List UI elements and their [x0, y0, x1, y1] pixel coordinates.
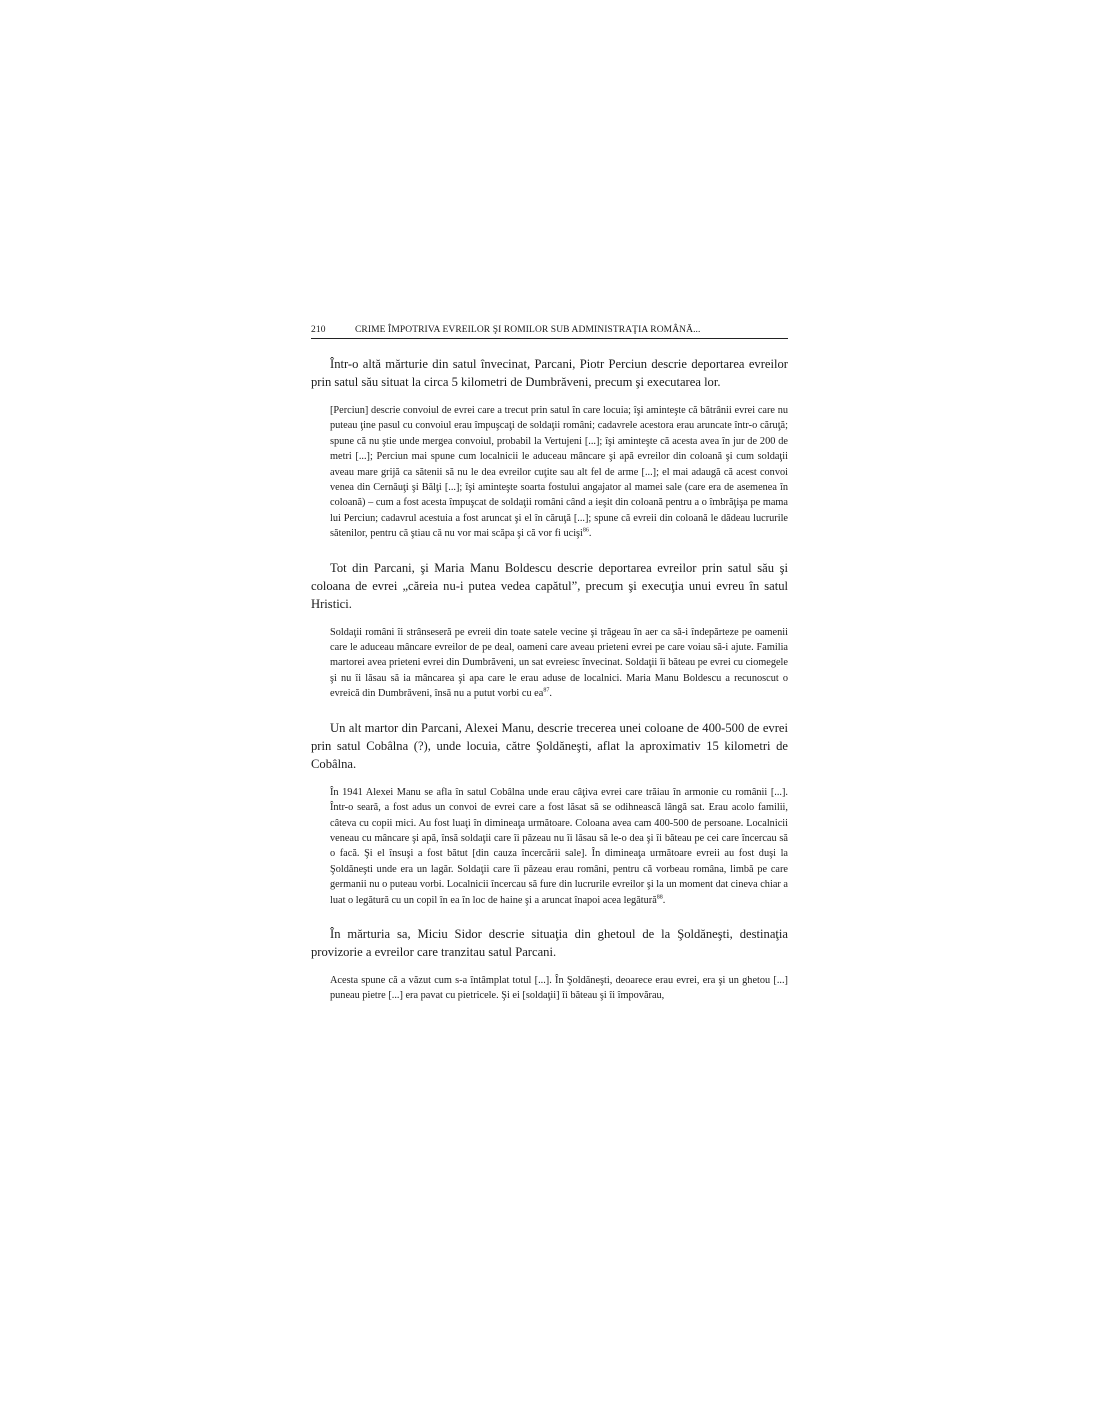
body-paragraph — [311, 355, 788, 391]
page-number: 210 — [311, 325, 326, 335]
document-page — [311, 325, 788, 1004]
block-quote: În 1941 Alexei Manu se afla în satul Cobâlna unde erau câţiva evrei care trăiau în armonie cu românii [...]. Într-o seară, a fost adus un convoi de evrei care a fost lăsat să se odihnească lângă sat. Erau acolo familii, câteva cu copii mici. Au fost luaţi în dimineaţa următoare. Coloana avea cam 400-500 de persoane. Localnicii veneau cu mâncare şi apă, însă soldaţii care îi păzeau nu îi lăsau să le-o dea şi îi băteau pe cei care încercau să o facă. Şi el însuşi a fost bătut [din cauza încercării sale]. În dimineaţa următoare evreii au fost duşi la Şoldăneşti unde era un lagăr. Soldaţii care îi păzeau erau români, pentru că vorbeau româna, limbă pe care germanii nu o puteau vorbi. Localnicii încercau să fure din lucrurile evreilor şi la un moment dat cineva chiar a luat o legătură cu un copil în ea în loc de haine şi a aruncat înapoi acea legătură$^{88}$. — [330, 786, 788, 906]
paragraph-text: În mărturia sa, Miciu Sidor descrie situaţia din ghetoul de la Şoldăneşti, destinaţia provizorie a evreilor care tranzitau satul Parcani. — [311, 926, 788, 959]
paragraph-text: Un alt martor din Parcani, Alexei Manu, descrie trecerea unei coloane de 400-500 de evrei prin satul Cobâlna (?), unde locuia, către Şoldăneşti, aflat la aproximativ 15 kilometri de Cobâlna. — [311, 720, 788, 771]
block-quote — [330, 973, 788, 1004]
quote-text: [Perciun] descrie convoiul de evrei care a trecut prin satul în care locuia; îşi aminteşte că bătrânii evrei care nu puteau ţine pasul cu convoiul erau împuşcaţi de soldaţii români; cadavrele acestora erau aruncate într-o căruţă; spune că nu ştie unde mergea convoiul, probabil la Vertujeni [...]; îşi aminteşte că acesta avea în jur de 200 de metri [...]; Perciun mai spune cum localnicii le aduceau mâncare şi apă evreilor din coloană şi cum soldaţii aveau mare grijă ca sătenii să nu le dea evreilor cuţite sau alt fel de arme [...]; el mai adaugă că acest convoi venea din Cernăuţi şi Bălţi [...]; îşi aminteşte soarta fostului angajator al mamei sale (care era de asemenea în coloană) – cum a fost acesta împuşcat de soldaţii români când a ieşit din coloană pentru a o îmbrăţişa pe mama lui Perciun; cadavrul acestuia a fost aruncat şi el în căruţă [...]; spune că evreii din coloană le dădeau lucrurile sătenilor, pentru că ştiau că nu vor mai scăpa şi că vor fi ucişi — [330, 405, 788, 540]
block-quote: [Perciun] descrie convoiul de evrei care a trecut prin satul în care locuia; îşi aminteşte că bătrânii evrei care nu puteau ţine pasul cu convoiul erau împuşcaţi de soldaţii români; cadavrele acestora erau aruncate într-o căruţă; spune că nu ştie unde mergea convoiul, probabil la Vertujeni [...]; îşi aminteşte că acesta avea în jur de 200 de metri [...]; Perciun mai spune cum localnicii le aduceau mâncare şi apă evreilor din coloană şi cum soldaţii aveau mare grijă ca sătenii să nu le dea evreilor cuţite sau alt fel de arme [...]; el mai adaugă că acest convoi venea din Cernăuţi şi Bălţi [...]; îşi aminteşte soarta fostului angajator al mamei sale (care era de asemenea în coloană) – cum a fost acesta împuşcat de soldaţii români când a ieşit din coloană pentru a o îmbrăţişa pe mama lui Perciun; cadavrul acestuia a fost aruncat şi el în căruţă [...]; spune că evreii din coloană le dădeau lucrurile sătenilor, pentru că ştiau că nu vor mai scăpa şi că vor fi ucişi$^{86}$. — [330, 405, 788, 540]
body-paragraph — [311, 719, 788, 773]
paragraph-text: Într-o altă mărturie din satul învecinat, Parcani, Piotr Perciun descrie deportarea evreilor prin satul său situat la circa 5 kilometri de Dumbrăveni, precum şi executarea lor. — [311, 357, 788, 389]
quote-text: Acesta spune că a văzut cum s-a întâmplat totul [...]. În Şoldăneşti, deoarece erau evrei, era şi un ghetou [...] puneau pietre [...] era pavat cu pietricele. Şi ei [soldaţii] îi băteau şi îi împovărau, — [330, 974, 788, 1002]
block-quote: Soldaţii români îi strânseseră pe evreii din toate satele vecine şi trăgeau în aer ca să-i îndepărteze pe oamenii care le aduceau mâncare evreilor de pe deal, oameni care aveau prieteni evrei pe care voiau să-i ajute. Familia martorei avea prieteni evrei din Dumbrăveni, un sat evreiesc învecinat. Soldaţii îi băteau pe evrei cu ciomegele şi nu îi lăsau să ia mâncarea şi apa care le erau aduse de localnici. Maria Manu Boldescu a recunoscut o evreică din Dumbrăveni, însă nu a putut vorbi cu $ea^{87}$. — [330, 626, 788, 700]
paragraph-text: Tot din Parcani, şi Maria Manu Boldescu descrie deportarea evreilor prin satul său şi coloana de evrei „căreia nu-i putea vedea capătul”, precum şi execuţia unui evreu în satul Hristici. — [311, 560, 788, 611]
footnote-ref[interactable]: 86 — [582, 527, 589, 534]
quote-text: Soldaţii români îi strânseseră pe evreii din toate satele vecine şi trăgeau în aer ca să-i îndepărteze pe oamenii care le aduceau mâncare evreilor de pe deal, oameni care aveau prieteni evrei pe care voiau să-i ajute. Familia martorei avea prieteni evrei din Dumbrăveni, un sat evreiesc învecinat. Soldaţii îi băteau pe evrei cu ciomegele şi nu îi lăsau să ia mâncarea şi apa care le erau aduse de localnici. Maria Manu Boldescu a recunoscut o evreică din Dumbrăveni, însă nu a putut vorbi cu ea — [330, 626, 788, 700]
quote-text: În 1941 Alexei Manu se afla în satul Cobâlna unde erau câţiva evrei care trăiau în armonie cu românii [...]. Într-o seară, a fost adus un convoi de evrei care a fost lăsat să se odihnească lângă sat. Erau acolo familii, câteva cu copii mici. Au fost luaţi în dimineaţa următoare. Coloana avea cam 400-500 de persoane. Localnicii veneau cu mâncare şi apă, însă soldaţii care îi păzeau nu îi lăsau să le-o dea şi îi băteau pe cei care încercau să o facă. Şi el însuşi a fost bătut [din cauza încercării sale]. În dimineaţa următoare evreii au fost duşi la Şoldăneşti unde era un lagăr. Soldaţii care îi păzeau erau români, pentru că vorbeau româna, limbă pe care germanii nu o puteau vorbi. Localnicii încercau să fure din lucrurile evreilor şi la un moment dat cineva chiar a luat o legătură cu un copil în ea în loc de haine şi a aruncat înapoi acea legătură — [330, 786, 788, 906]
running-title: CRIME ÎMPOTRIVA EVREILOR ŞI ROMILOR SUB ADMINISTRAŢIA ROMÂNĂ... — [355, 325, 701, 335]
running-header — [311, 325, 788, 339]
footnote-ref[interactable]: 87 — [543, 687, 550, 694]
body-paragraph — [311, 559, 788, 613]
body-paragraph — [311, 925, 788, 961]
footnote-ref[interactable]: 88 — [656, 894, 663, 901]
